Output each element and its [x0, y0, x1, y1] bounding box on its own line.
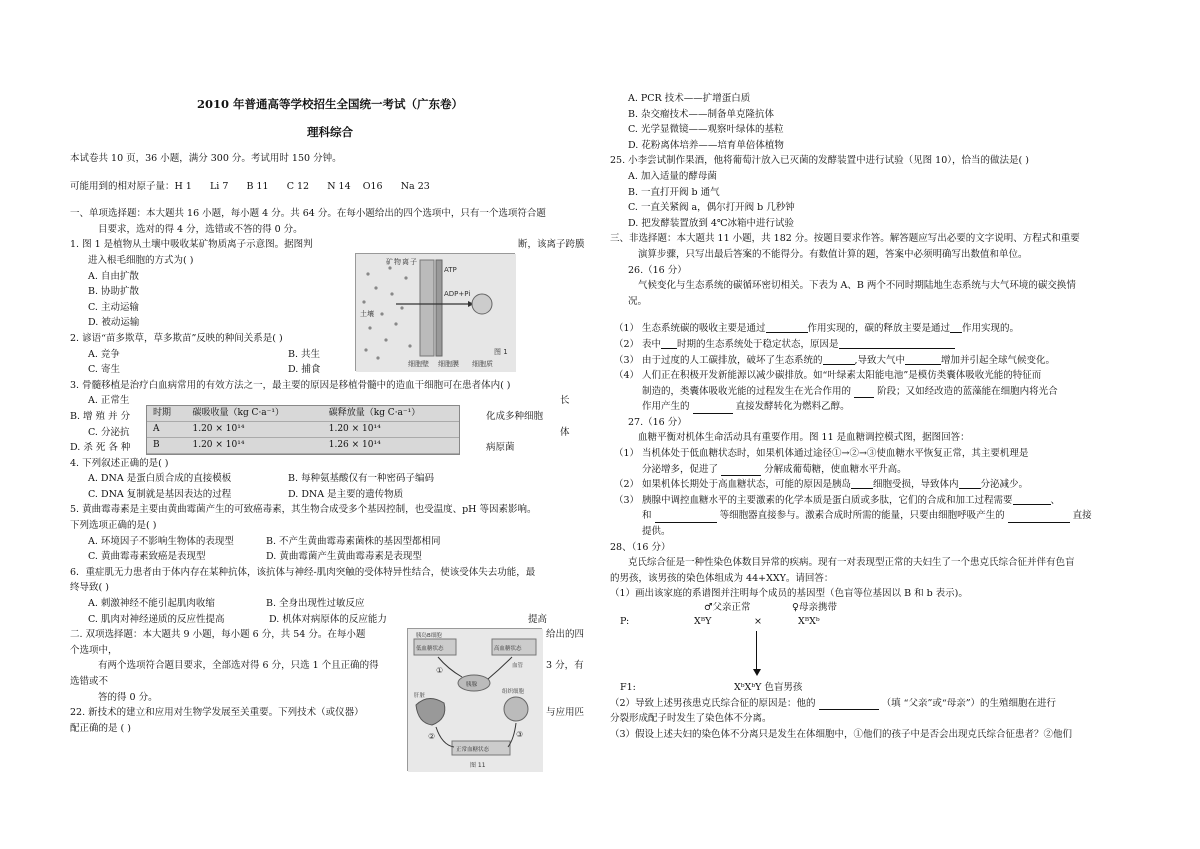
q22-stem-cont: 配正确的是 ( ) — [70, 722, 131, 734]
figure-1-ion-absorption — [355, 253, 515, 371]
q2-option-a[interactable]: A. 竞争 — [88, 348, 120, 360]
q27-heading: 27.（16 分） — [628, 416, 687, 428]
q25-stem: 25. 小李尝试制作果酒，他将葡萄汁放入已灭菌的发酵装置中进行试验（见图 10），恰当的做法是( ) — [610, 155, 1029, 167]
fig1-ion-char: 矿 — [386, 258, 393, 266]
q1-stem-cont: 进入根毛细胞的方式为( ) — [88, 254, 194, 266]
fig11-t6: 肝脏 — [414, 693, 426, 699]
cell-membrane — [436, 260, 442, 356]
fig11-t8: 正常血糖状态 — [456, 747, 490, 753]
answer-blank[interactable] — [851, 478, 873, 489]
q4-option-a[interactable]: A. DNA 是蛋白质合成的直接模板 — [88, 473, 232, 485]
answer-blank[interactable] — [950, 322, 962, 333]
fig1-soil: 土壤 — [360, 310, 374, 318]
q5-stem: 5. 黄曲霉毒素是主要由黄曲霉菌产生的可致癌毒素，其生物合成受多个基因控制，也受温度、pH 等因素影响。 — [70, 504, 537, 516]
pedigree-mother-label: ♀母亲携带 — [792, 602, 837, 613]
q5-stem-cont: 下列选项正确的是( ) — [70, 520, 157, 532]
q6-option-d[interactable]: D. 机体对病原体的反应能力 — [269, 613, 387, 625]
fig1-label: 图 1 — [494, 348, 508, 356]
q26-intro: 气候变化与生态系统的碳循环密切相关。下表为 A、B 两个不同时期陆地生态系统与大气环境的碳交换情 — [638, 280, 1076, 292]
fig11-t4: 血管 — [512, 663, 524, 669]
q1-option-c[interactable]: C. 主动运输 — [88, 301, 139, 313]
q6-option-b[interactable]: B. 全身出现性过敏反应 — [266, 598, 365, 610]
figure-1-drawing — [356, 254, 516, 372]
q1-option-b[interactable]: B. 协助扩散 — [88, 286, 140, 298]
section2-heading-4: 选错或不 — [70, 676, 109, 687]
table-row — [147, 438, 459, 454]
q28-part2-cont: 分裂形成配子时发生了染色体不分离。 — [610, 713, 772, 725]
table-header: 碳释放量（kg C·a⁻¹） — [323, 406, 459, 422]
fig11-t5: 胰腺 — [466, 682, 478, 688]
pedigree-arrowhead — [753, 669, 761, 676]
fig1-cellwall: 细胞壁 — [408, 360, 429, 368]
q3-option-b[interactable]: B. 增 殖 并 分 化成多种细胞 — [70, 410, 544, 422]
q27-part1: （1） 当机体处于低血糖状态时，如果机体通过途径①→②→③使血糖水平恢复正常，其主要机理是 — [614, 448, 1029, 460]
q4-option-c[interactable]: C. DNA 复制就是基因表达的过程 — [88, 488, 232, 500]
pedigree-cross: × — [754, 616, 762, 627]
answer-blank[interactable] — [661, 338, 677, 349]
fig1-atp: ATP — [444, 266, 457, 274]
pedigree-f1-row — [610, 681, 1135, 697]
q27-part3-cont: 和 等细胞器直接参与。激素合成时所需的能量，只要由细胞呼吸产生的 直接 — [642, 510, 1092, 522]
q28-part1: （1）画出该家庭的系谱图并注明每个成员的基因型（色盲等位基因以 B 和 b 表示)。 — [610, 588, 968, 600]
q25-option-a[interactable]: A. 加入适量的酵母菌 — [628, 170, 717, 182]
q28-part2: （2）导致上述男孩患克氏综合征的原因是：他的 （填 “父亲”或“母亲”）的生殖细胞在进行 — [610, 697, 1057, 709]
figure-11-drawing — [408, 629, 543, 772]
q6-options-row1 — [70, 597, 590, 613]
answer-blank[interactable] — [655, 512, 717, 523]
fig1-ion-char: 子 — [410, 258, 417, 266]
figure-11-blood-sugar — [407, 628, 542, 771]
answer-blank[interactable] — [823, 354, 855, 365]
q27-part3-cont2: 提供。 — [642, 526, 671, 538]
q26-part4-cont: 制造的，类囊体吸收光能的过程发生在光合作用的 阶段；又如经改造的蓝藻能在细胞内将光合 — [642, 385, 1058, 397]
q28-heading: 28、（16 分） — [610, 541, 671, 553]
q3-option-c[interactable]: C. 分泌抗 体 — [88, 426, 570, 438]
carbon-table — [147, 406, 459, 454]
table-cell: 1.20 × 10¹⁴ — [186, 422, 322, 438]
fig1-ion-char: 物 — [394, 258, 401, 266]
pedigree-child: XᵇXᵇY 色盲男孩 — [734, 682, 803, 693]
q4-option-d[interactable]: D. DNA 是主要的遗传物质 — [288, 488, 404, 500]
answer-blank[interactable] — [1008, 512, 1070, 523]
fig11-t2: 低血糖状态 — [416, 646, 444, 652]
q26-heading: 26.（16 分） — [628, 264, 687, 276]
q28-intro: 克氏综合征是一种性染色体数目异常的疾病。现有一对表现型正常的夫妇生了一个患克氏综合征并伴有色盲 — [628, 557, 1075, 569]
fig11-n3: ③ — [516, 730, 524, 739]
fig11-label: 图 11 — [470, 762, 486, 769]
right-column — [610, 92, 1135, 743]
q1-stem: 1. 图 1 是植物从土壤中吸收某矿物质离子示意图。据图判 断，该离子跨膜 — [70, 239, 585, 251]
fig1-cytoplasm: 细胞质 — [472, 360, 493, 368]
q2-option-c[interactable]: C. 寄生 — [88, 364, 120, 376]
section2-heading-5: 答的得 0 分。 — [98, 691, 158, 703]
q6-option-a[interactable]: A. 刺激神经不能引起肌肉收缩 — [88, 598, 215, 610]
q22-stem: 22. 新技术的建立和应用对生物学发展至关重要。下列技术（或仪器） 与应用匹 — [70, 707, 585, 719]
answer-blank[interactable] — [854, 387, 874, 398]
answer-blank[interactable] — [959, 478, 981, 489]
pedigree-father-label: ♂父亲正常 — [704, 602, 751, 613]
section2-heading-3: 有两个选项符合题目要求，全部选对得 6 分，只选 1 个且正确的得 3 分，有 — [98, 660, 584, 672]
table-cell: 1.20 × 10¹⁴ — [323, 422, 459, 438]
fig1-ion-char: 离 — [402, 258, 409, 266]
cell-wall — [420, 260, 434, 356]
q26-part2: （2） 表中 时期的生态系统处于稳定状态，原因是 — [610, 338, 1135, 354]
q25-option-b[interactable]: B. 一直打开阀 b 通气 — [628, 186, 720, 198]
q22-option-d[interactable]: D. 花粉离体培养——培育单倍体植物 — [628, 139, 784, 151]
q6-stem: 6．重症肌无力患者由于体内存在某种抗体，该抗体与神经-肌肉突触的受体特异性结合，使该受体失去功能，最 — [70, 566, 536, 578]
q4-option-b[interactable]: B. 每种氨基酸仅有一种密码子编码 — [288, 473, 435, 485]
table-cell: A — [147, 422, 186, 438]
pedigree-diagram — [610, 603, 1135, 681]
q2-stem: 2. 谚语“苗多欺草，草多欺苗”反映的种间关系是( ) — [70, 332, 283, 344]
q27-intro: 血糖平衡对机体生命活动具有重要作用。图 11 是血糖调控模式图，据图回答： — [638, 432, 970, 444]
answer-blank[interactable] — [819, 699, 879, 710]
section2-heading-2: 个选项中， — [70, 644, 118, 656]
q5-option-d[interactable]: D. 黄曲霉菌产生黄曲霉毒素是表现型 — [266, 551, 422, 563]
pedigree-mother-genotype: XᴮXᵇ — [798, 616, 820, 627]
q28-intro-cont: 的男孩，该男孩的染色体组成为 44+XXY。请回答： — [610, 572, 834, 584]
answer-blank[interactable] — [766, 322, 808, 333]
fig11-n1: ① — [436, 666, 444, 675]
pedigree-father-genotype: XᴮY — [694, 616, 712, 627]
carbon-exchange-table — [146, 405, 460, 455]
answer-blank[interactable] — [1013, 494, 1051, 505]
q27-part3: （3） 胰腺中调控血糖水平的主要激素的化学本质是蛋白质或多肽，它们的合成和加工过程需要 、 — [614, 494, 1061, 506]
q3-option-a[interactable]: A. 正常生 长 — [88, 395, 570, 407]
q1-option-d[interactable]: D. 被动运输 — [88, 317, 140, 329]
q2-option-b[interactable]: B. 共生 — [288, 348, 321, 360]
q3-stem: 3. 骨髓移植是治疗白血病常用的有效方法之一，最主要的原因是移植骨髓中的造血干细胞可在患者体内( ) — [70, 379, 511, 391]
section3-heading-cont: 演算步骤，只写出最后答案的不能得分。有数值计算的题，答案中必须明确写出数值和单位。 — [638, 248, 1028, 260]
table-header-row — [147, 406, 459, 422]
q5-options-row1 — [70, 535, 590, 551]
fig1-adp: ADP+Pi — [444, 290, 471, 298]
q5-option-b[interactable]: B. 不产生黄曲霉毒素菌株的基因型都相同 — [266, 535, 441, 547]
q5-option-a[interactable]: A. 环境因子不影响生物体的表现型 — [88, 535, 234, 547]
q27-part2: （2） 如果机体长期处于高血糖状态，可能的原因是胰岛 细胞受损，导致体内 分泌减少。 — [614, 479, 1029, 491]
q25-option-d[interactable]: D. 把发酵装置放到 4℃冰箱中进行试验 — [628, 217, 795, 229]
q6-options-row2: C. 肌肉对神经递质的反应性提高 D. 机体对病原体的反应能力 提高 — [88, 613, 548, 625]
tissue-cells-shape — [504, 697, 528, 721]
q4-options-row1 — [70, 472, 590, 488]
q28-part3: （3）假设上述夫妇的染色体不分离只是发生在体细胞中，①他们的孩子中是否会出现克氏综合征患者？②他们 — [610, 728, 1073, 740]
q4-options-row2 — [70, 488, 590, 504]
table-row — [147, 422, 459, 438]
pedigree-f1-label: F1: — [620, 682, 636, 693]
section3-heading: 三、非选择题：本大题共 11 小题，共 182 分。按题目要求作答。解答题应写出必要的文字说明、方程式和重要 — [610, 233, 1080, 245]
q26-part4-cont2: 作用产生的 直接发酵转化为燃料乙醇。 — [642, 401, 850, 413]
q26-intro-cont: 况。 — [628, 295, 648, 307]
fig11-t7: 组织细胞 — [502, 689, 525, 695]
q27-part1-cont: 分泌增多，促进了 分解成葡萄糖，使血糖水平升高。 — [642, 463, 907, 475]
q26-part3: （3） 由于过度的人工碳排放，破坏了生态系统的 ,导致大气中 增加并引起全球气候变化。 — [614, 354, 1056, 366]
q26-part4: （4） 人们正在积极开发新能源以减少碳排放。如“叶绿素太阳能电池”是模仿类囊体吸收光能的特征而 — [614, 370, 1042, 382]
table-header: 碳吸收量（kg C·a⁻¹） — [186, 406, 322, 422]
q5-options-row2 — [70, 550, 590, 566]
q22-option-b[interactable]: B. 杂交瘤技术——制备单克隆抗体 — [628, 108, 775, 120]
fig11-t3: 高血糖状态 — [494, 646, 522, 652]
answer-blank[interactable] — [693, 403, 733, 414]
exam-title: 2010 年普通高等学校招生全国统一考试（广东卷） — [196, 97, 463, 111]
answer-blank[interactable] — [839, 338, 955, 349]
intro-line: 本试卷共 10 页，36 小题，满分 300 分。考试用时 150 分钟。 — [70, 153, 342, 164]
q2-option-d[interactable]: D. 捕食 — [288, 364, 321, 376]
exam-subtitle: 理科综合 — [307, 125, 353, 139]
fig1-membrane: 细胞膜 — [438, 360, 459, 368]
q6-option-c[interactable]: C. 肌肉对神经递质的反应性提高 — [88, 613, 225, 625]
q3-option-d[interactable]: D. 杀 死 各 种 病原菌 — [70, 442, 515, 454]
table-header: 时期 — [147, 406, 186, 422]
fig11-n2: ② — [428, 732, 436, 741]
q22-option-a[interactable]: A. PCR 技术——扩增蛋白质 — [628, 93, 751, 104]
q1-option-a[interactable]: A. 自由扩散 — [88, 270, 139, 282]
q22-option-c[interactable]: C. 光学显微镜——观察叶绿体的基粒 — [628, 124, 784, 136]
q25-option-c[interactable]: C. 一直关紧阀 a，偶尔打开阀 b 几秒钟 — [628, 202, 795, 214]
fig11-t1: 胰岛B细胞 — [416, 633, 442, 639]
section1-heading-cont: 目要求，选对的得 4 分，选错或不答的得 0 分。 — [98, 223, 303, 235]
pedigree-p-label: P: — [620, 616, 630, 627]
q5-option-c[interactable]: C. 黄曲霉毒素致癌是表现型 — [88, 551, 206, 563]
mitochondrion-icon — [472, 294, 492, 314]
q26-part1: （1） 生态系统碳的吸收主要是通过 作用实现的，碳的释放主要是通过 作用实现的。 — [614, 323, 1020, 335]
q6-stem-cont: 终导致( ) — [70, 582, 109, 594]
answer-blank[interactable] — [721, 465, 761, 476]
table-cell: 1.20 × 10¹⁴ — [186, 438, 322, 454]
q4-stem: 4. 下列叙述正确的是( ) — [70, 457, 169, 469]
section2-heading: 二. 双项选择题：本大题共 9 小题，每小题 6 分，共 54 分。在每小题 给出的四 — [70, 629, 585, 641]
table-cell: B — [147, 438, 186, 454]
pedigree-arrow — [756, 631, 757, 671]
section1-heading: 一、单项选择题：本大题共 16 小题，每小题 4 分。共 64 分。在每小题给出的四个选项中，只有一个选项符合题 — [70, 208, 546, 220]
atomic-mass-line: 可能用到的相对原子量：H 1 Li 7 B 11 C 12 N 14 O16 Na 23 — [70, 180, 430, 192]
answer-blank[interactable] — [905, 354, 941, 365]
table-cell: 1.26 × 10¹⁴ — [323, 438, 459, 454]
